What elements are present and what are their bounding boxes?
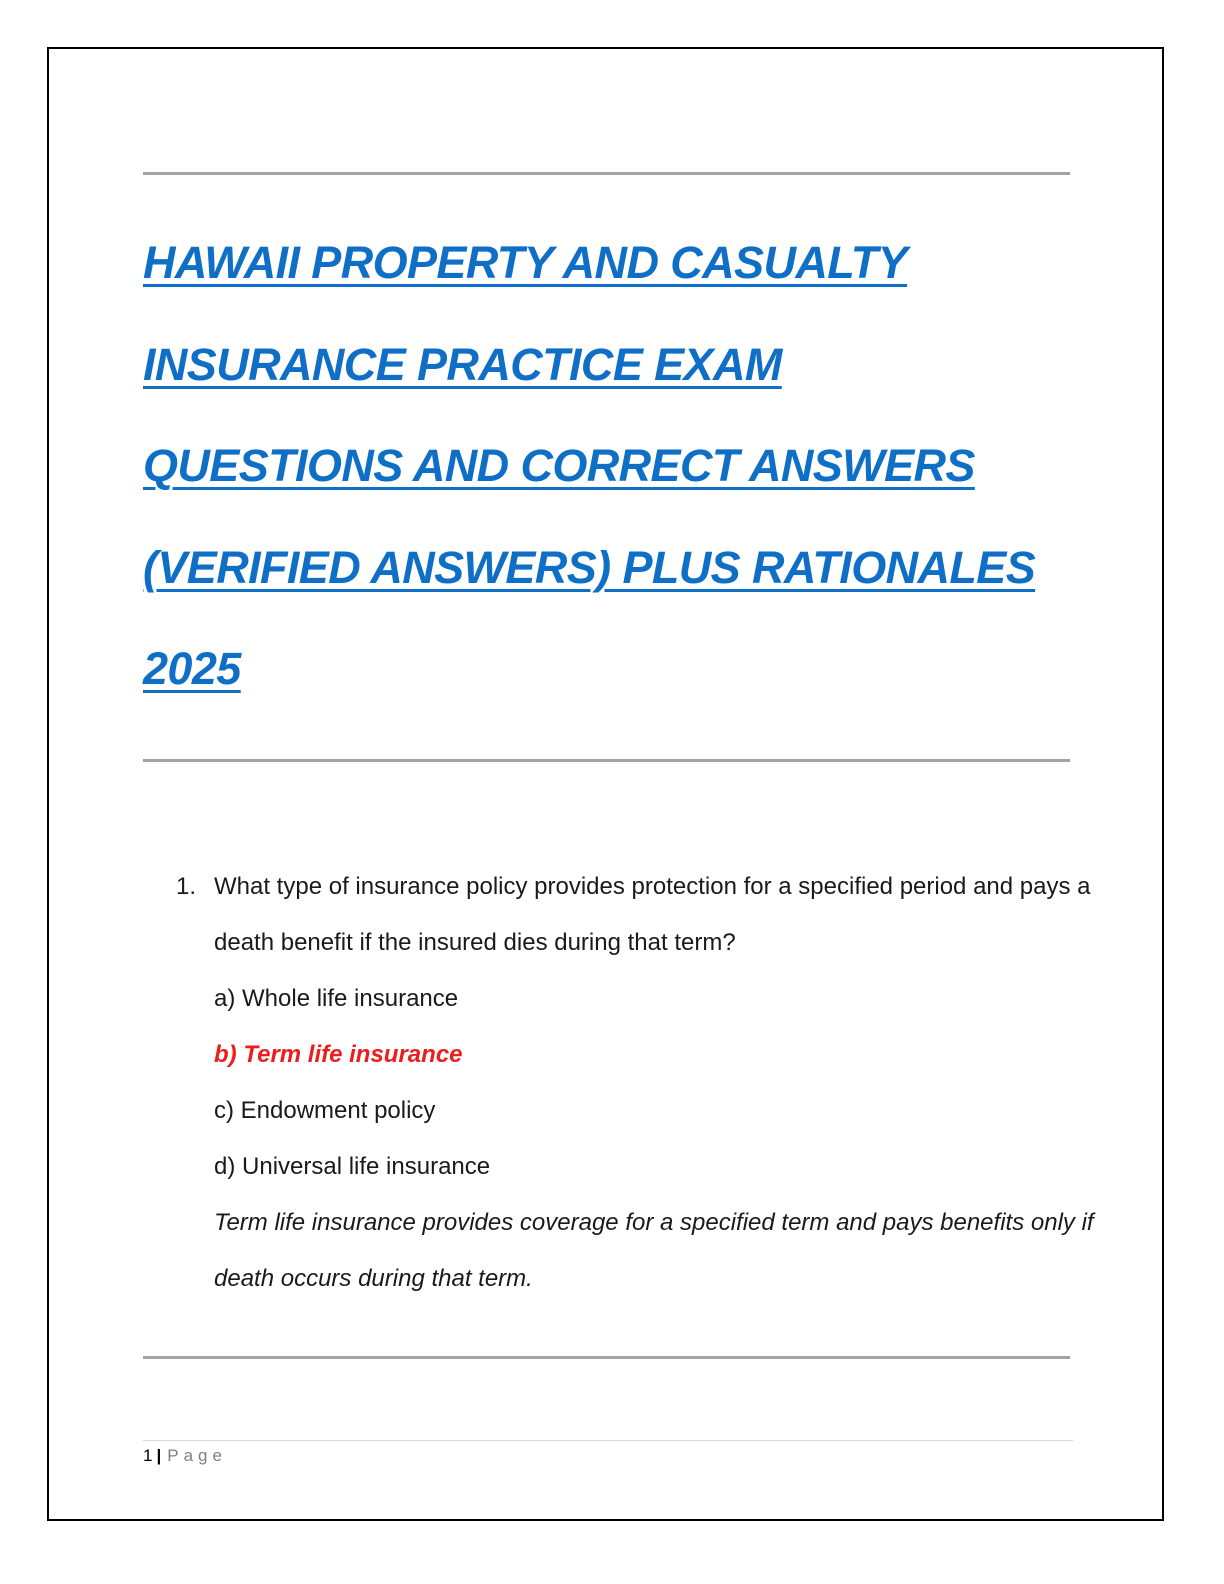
title-line: 2025 [143,643,241,694]
question-text: What type of insurance policy provides protection for a specified period and pays a death benefit if the insured dies during that term? [214,873,1091,956]
page-label: Page [167,1446,227,1465]
footer-divider [143,1440,1073,1441]
question-1 [176,859,1096,1307]
divider-top [143,172,1070,175]
title-line: QUESTIONS AND CORRECT ANSWERS [143,440,975,491]
page-footer [143,1446,227,1466]
question-number: 1. [176,873,197,900]
rationale-text: Term life insurance provides coverage for a specified term and pays benefits only if death occurs during that term. [214,1209,1094,1292]
footer-separator: | [156,1446,162,1465]
divider-bottom [143,1356,1070,1359]
option-d: d) Universal life insurance [214,1153,491,1180]
title-line: (VERIFIED ANSWERS) PLUS RATIONALES [143,541,1036,593]
page-number: 1 [143,1446,153,1465]
question-body [214,859,1096,1307]
divider-middle [143,759,1070,762]
option-b-correct-answer: b) Term life insurance [214,1041,463,1068]
option-a: a) Whole life insurance [214,985,459,1012]
title-line: HAWAII PROPERTY AND CASUALTY [143,237,908,288]
title-line: INSURANCE PRACTICE EXAM [143,338,782,390]
option-c: c) Endowment policy [214,1097,436,1124]
document-title [143,212,1083,720]
